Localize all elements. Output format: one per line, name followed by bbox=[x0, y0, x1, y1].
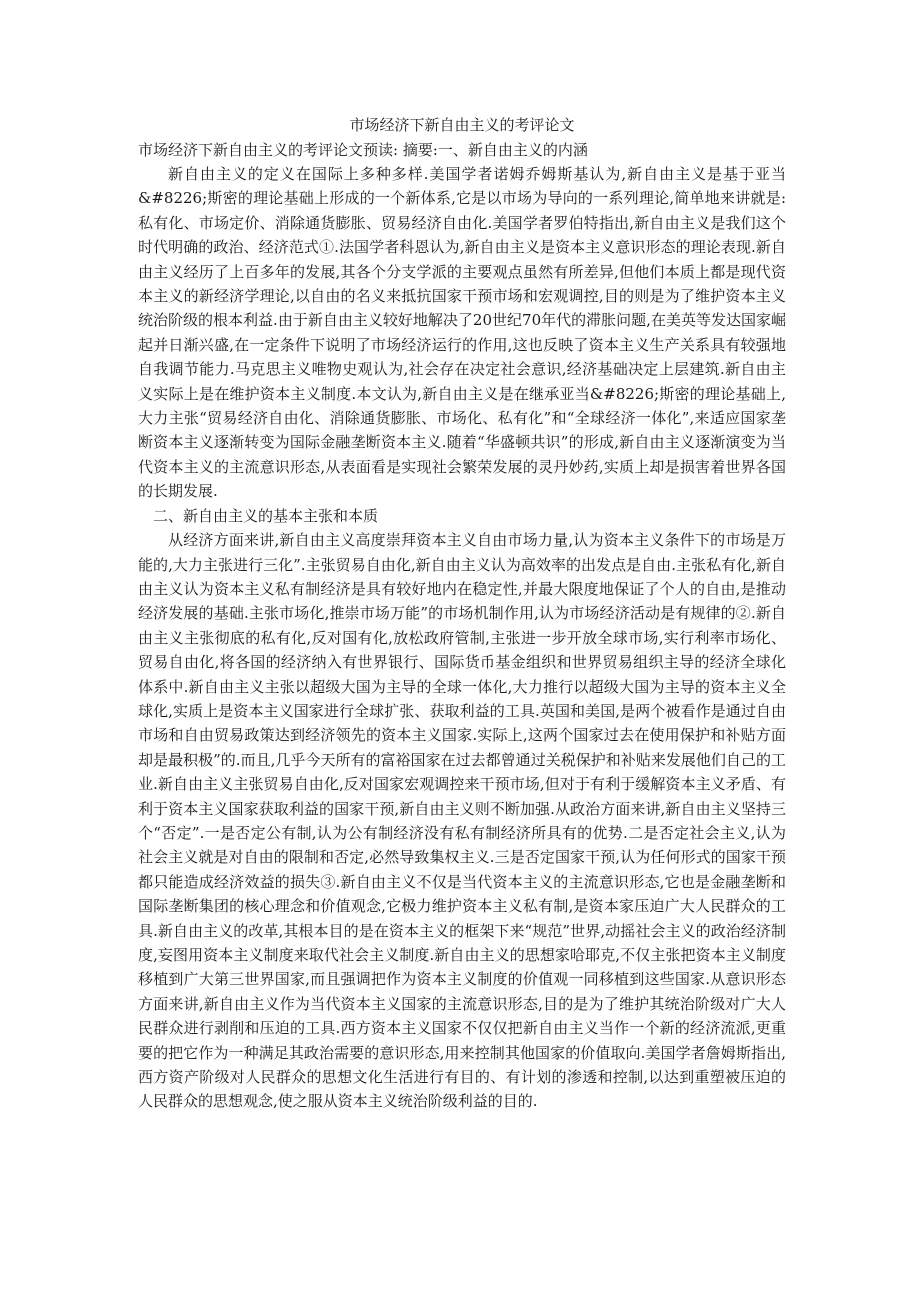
paragraph-definition: 新自由主义的定义在国际上多种多样.美国学者诺姆乔姆斯基认为,新自由主义是基于亚当&#8226;斯密的理论基础上形成的一个新体系,它是以市场为导向的一系列理论,简单地来讲就是:私有化、市场定价、消除通货膨胀、贸易经济自由化.美国学者罗伯特指出,新自由主义是我们这个时代明确的政治、经济范式①.法国学者科恩认为,新自由主义是资本主义意识形态的理论表现.新自由主义经历了上百多年的发展,其各个分支学派的主要观点虽然有所差异,但他们本质上都是现代资本主义的新经济学理论,以自由的名义来抵抗国家干预市场和宏观调控,目的则是为了维护资本主义统治阶级的根本利益.由于新自由主义较好地解决了20世纪70年代的滞胀问题,在美英等发达国家崛起并日渐兴盛,在一定条件下说明了市场经济运行的作用,这也反映了资本主义生产关系具有较强地自我调节能力.马克思主义唯物史观认为,社会存在决定社会意识,经济基础决定上层建筑.新自由主义实际上是在维护资本主义制度.本文认为,新自由主义是在继承亚当&#8226;斯密的理论基础上,大力主张“贸易经济自由化、消除通货膨胀、市场化、私有化”和“全球经济一体化”,来适应国家垄断资本主义逐渐转变为国际金融垄断资本主义.随着“华盛顿共识”的形成,新自由主义逐渐演变为当代资本主义的主流意识形态,从表面看是实现社会繁荣发展的灵丹妙药,实质上却是损害着世界各国的长期发展. bbox=[138, 165, 786, 501]
document-title: 市场经济下新自由主义的考评论文 bbox=[349, 116, 575, 134]
summary-line: 市场经济下新自由主义的考评论文预读: 摘要:一、新自由主义的内涵 bbox=[138, 141, 588, 159]
section-heading-2: 二、新自由主义的基本主张和本质 bbox=[153, 506, 379, 525]
document-page bbox=[138, 112, 786, 1114]
paragraph-propositions: 从经济方面来讲,新自由主义高度崇拜资本主义自由市场力量,认为资本主义条件下的市场是万能的,大力主张进行三化”.主张贸易自由化,新自由主义认为高效率的出发点是自由.主张私有化,新自由主义认为资本主义私有制经济是具有较好地内在稳定性,并最大限度地保证了个人的自由,是推动经济发展的基础.主张市场化,推崇市场万能”的市场机制作用,认为市场经济活动是有规律的②.新自由主义主张彻底的私有化,反对国有化,放松政府管制,主张进一步开放全球市场,实行利率市场化、贸易自由化,将各国的经济纳入有世界银行、国际货币基金组织和世界贸易组织主导的经济全球化体系中.新自由主义主张以超级大国为主导的全球一体化,大力推行以超级大国为主导的资本主义全球化,实质上是资本主义国家进行全球扩张、获取利益的工具.英国和美国,是两个被看作是通过自由市场和自由贸易政策达到经济领先的资本主义国家.实际上,这两个国家过去在使用保护和补贴方面却是最积极”的.而且,几乎今天所有的富裕国家在过去都曾通过关税保护和补贴来发展他们自己的工业.新自由主义主张贸易自由化,反对国家宏观调控来干预市场,但对于有利于缓解资本主义矛盾、有利于资本主义国家获取利益的国家干预,新自由主义则不断加强.从政治方面来讲,新自由主义坚持三个“否定”.一是否定公有制,认为公有制经济没有私有制经济所具有的优势.二是否定社会主义,认为社会主义就是对自由的限制和否定,必然导致集权主义.三是否定国家干预,认为任何形式的国家干预都只能造成经济效益的损失③.新自由主义不仅是当代资本主义的主流意识形态,它也是金融垄断和国际垄断集团的核心理念和价值观念,它极力维护资本主义私有制,是资本家压迫广大人民群众的工具.新自由主义的改革,其根本目的是在资本主义的框架下来“规范”世界,动摇社会主义的政治经济制度,妄图用资本主义制度来取代社会主义制度.新自由主义的思想家哈耶克,不仅主张把资本主义制度移植到广大第三世界国家,而且强调把作为资本主义制度的价值观一同移植到这些国家.从意识形态方面来讲,新自由主义作为当代资本主义国家的主流意识形态,目的是为了维护其统治阶级对广大人民群众进行剥削和压迫的工具.西方资本主义国家不仅仅把新自由主义当作一个新的经济流派,更重要的把它作为一种满足其政治需要的意识形态,用来控制其他国家的价值取向.美国学者詹姆斯指出,西方资产阶级对人民群众的思想文化生活进行有目的、有计划的渗透和控制,以达到重塑被压迫的人民群众的思想观念,使之服从资本主义统治阶级利益的目的. bbox=[138, 531, 786, 1111]
